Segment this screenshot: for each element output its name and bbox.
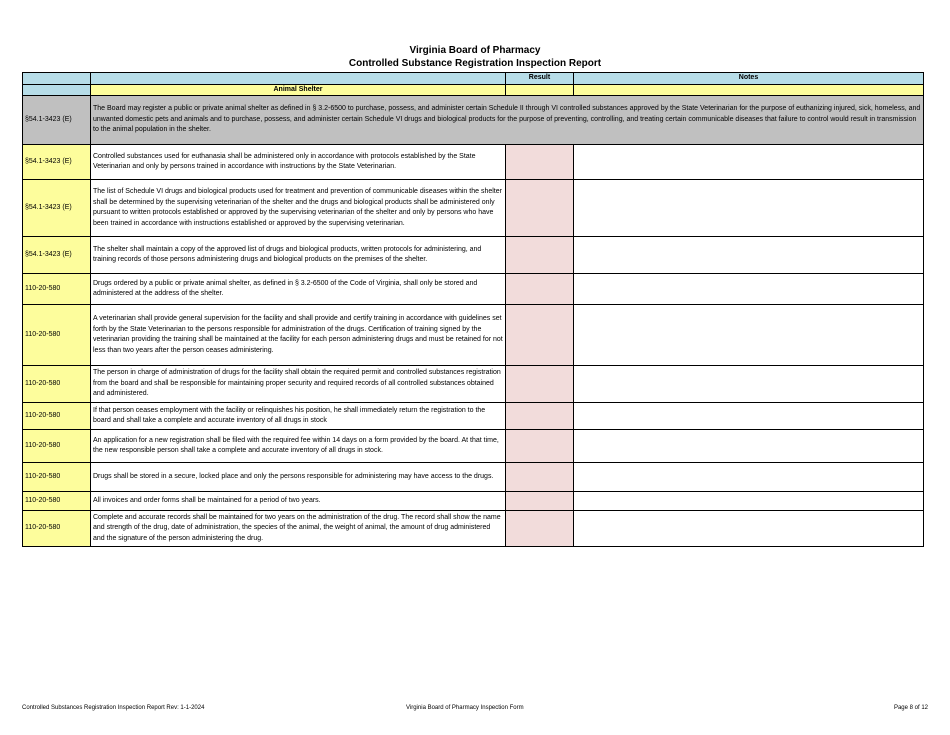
intro-row [23,96,924,145]
result-cell[interactable] [506,366,574,403]
result-cell[interactable] [506,305,574,366]
requirement-cell: If that person ceases employment with the facility or relinquishes his position, he shall immediately return the registration to the board and shall take a complete and accurate inventory of all drugs in stock [91,403,506,430]
section-blank-cite [23,84,91,96]
requirement-cell: Complete and accurate records shall be maintained for two years on the administration of the drug. The record shall show the name and strength of the drug, date of administration, the species of the animal, the weight of animal, the amount of drug administered and the signature of the person administering the drug. [91,511,506,547]
section-header-row [23,84,924,96]
footer-page-number: Page 8 of 12 [893,705,928,711]
table-header-row [23,73,924,85]
citation-cell: 110-20-580 [23,511,91,547]
requirement-cell: A veterinarian shall provide general supervision for the facility and shall provide and certify training in accordance with guidelines set forth by the State Veterinarian to the persons responsible for administration of the drugs. Certification of training signed by the veterinarian providing the training shall be maintained at the facility for each person administering drugs and must be retained for not less than two years after the person ceases administering. [91,305,506,366]
notes-cell[interactable] [574,305,924,366]
table-row [23,237,924,274]
citation-cell: 110-20-580 [23,403,91,430]
result-cell[interactable] [506,511,574,547]
column-header-result: Result [506,73,574,85]
notes-cell[interactable] [574,366,924,403]
result-cell[interactable] [506,237,574,274]
table-row [23,180,924,237]
citation-cell: §54.1-3423 (E) [23,145,91,180]
requirement-cell: The person in charge of administration of drugs for the facility shall obtain the required permit and controlled substances registration from the board and shall be responsible for maintaining proper security and required records of all controlled substances obtained and administered. [91,366,506,403]
table-row [23,463,924,492]
section-blank-notes [574,84,924,96]
requirement-cell: An application for a new registration shall be filed with the required fee within 14 days on a form provided by the board. At that time, the new responsible person shall take a complete and accurate inventory of all drugs in stock. [91,430,506,463]
section-title: Animal Shelter [91,84,506,96]
requirement-cell: The shelter shall maintain a copy of the approved list of drugs and biological products, written protocols for administering, and training records of those persons administering drugs and biological products on the premises of the shelter. [91,237,506,274]
inspection-table [22,72,924,547]
notes-cell[interactable] [574,237,924,274]
table-row [23,403,924,430]
section-blank-result [506,84,574,96]
citation-cell: 110-20-580 [23,492,91,511]
table-row [23,366,924,403]
notes-cell[interactable] [574,403,924,430]
result-cell[interactable] [506,180,574,237]
citation-cell: 110-20-580 [23,463,91,492]
table-row [23,274,924,305]
notes-cell[interactable] [574,180,924,237]
requirement-cell: Drugs shall be stored in a secure, locked place and only the persons responsible for administering may have access to the drugs. [91,463,506,492]
requirement-cell: The list of Schedule VI drugs and biological products used for treatment and prevention of communicable diseases within the shelter shall be determined by the supervising veterinarian of the shelter and the drugs and biological products shall be administered only pursuant to written protocols established or approved by the supervising veterinarian of the shelter and only by persons who have been trained in accordance with instructions established or approved by the supervising veterinarian. [91,180,506,237]
table-row [23,145,924,180]
footer-form-name: Virginia Board of Pharmacy Inspection Form [406,705,524,711]
table-row [23,430,924,463]
header-blank-cite [23,73,91,85]
report-subtitle: Controlled Substance Registration Inspection Report [348,58,602,69]
report-title: Virginia Board of Pharmacy [409,45,541,56]
result-cell[interactable] [506,463,574,492]
requirement-cell: Drugs ordered by a public or private animal shelter, as defined in § 3.2-6500 of the Code of Virginia, shall only be stored and administered at the address of the shelter. [91,274,506,305]
notes-cell[interactable] [574,463,924,492]
citation-cell: 110-20-580 [23,366,91,403]
result-cell[interactable] [506,492,574,511]
requirement-cell: All invoices and order forms shall be maintained for a period of two years. [91,492,506,511]
notes-cell[interactable] [574,492,924,511]
intro-text: The Board may register a public or private animal shelter as defined in § 3.2-6500 to purchase, possess, and administer certain Schedule II through VI controlled substances approved by the State Veterinarian for the purpose of euthanizing injured, sick, homeless, and unwanted domestic pets and animals and to purchase, possess, and administer certain Schedule VI drugs and biological products for the purpose of preventing, controlling, and treating certain communicable diseases that failure to control would result in transmission to the animal population in the shelter. [91,96,924,145]
table-row [23,511,924,547]
footer-revision: Controlled Substances Registration Inspection Report Rev: 1-1-2024 [22,705,205,711]
intro-citation: §54.1-3423 (E) [23,96,91,145]
table-row [23,492,924,511]
citation-cell: §54.1-3423 (E) [23,237,91,274]
notes-cell[interactable] [574,274,924,305]
result-cell[interactable] [506,430,574,463]
column-header-notes: Notes [574,73,924,85]
notes-cell[interactable] [574,145,924,180]
citation-cell: §54.1-3423 (E) [23,180,91,237]
citation-cell: 110-20-580 [23,274,91,305]
requirement-cell: Controlled substances used for euthanasia shall be administered only in accordance with protocols established by the State Veterinarian and only by persons trained in accordance with instructions by the State Veterinarian. [91,145,506,180]
table-row [23,305,924,366]
header-blank-requirement [91,73,506,85]
notes-cell[interactable] [574,511,924,547]
citation-cell: 110-20-580 [23,305,91,366]
result-cell[interactable] [506,145,574,180]
citation-cell: 110-20-580 [23,430,91,463]
report-header [0,44,950,70]
result-cell[interactable] [506,274,574,305]
notes-cell[interactable] [574,430,924,463]
result-cell[interactable] [506,403,574,430]
